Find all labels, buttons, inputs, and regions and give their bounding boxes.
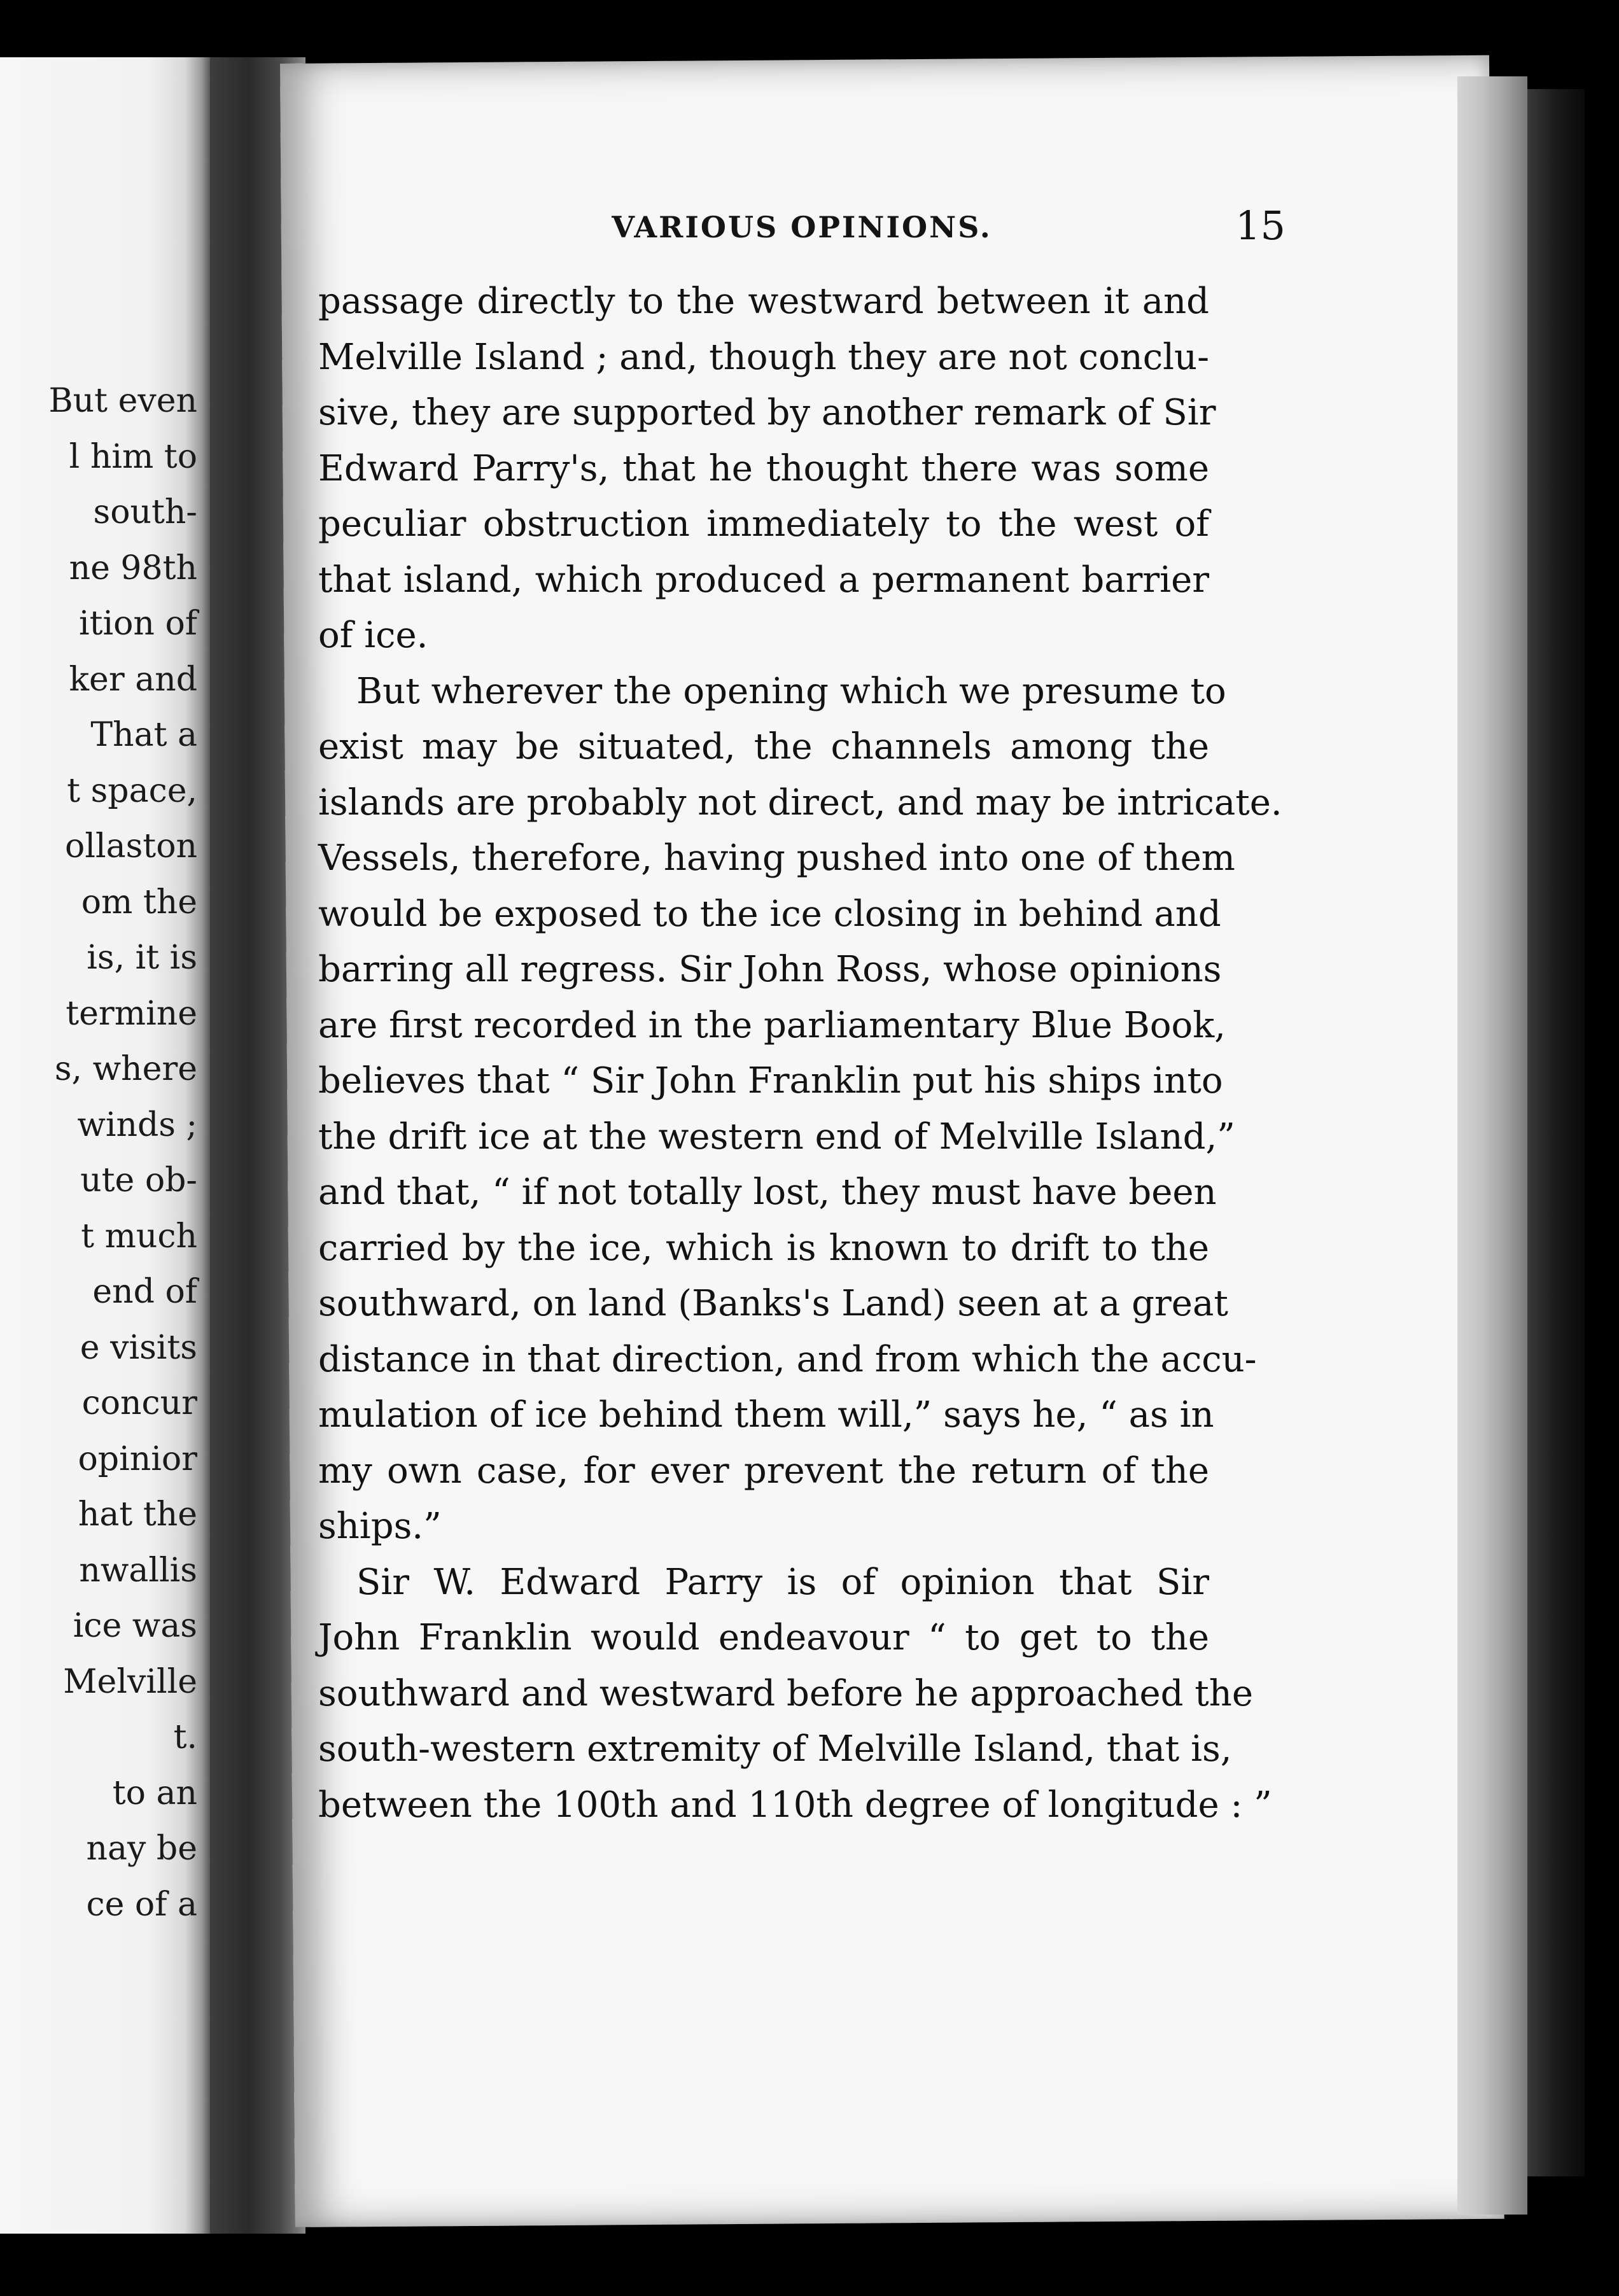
text-line: believes that “ Sir John Franklin put his ships into: [318, 1060, 1223, 1102]
text-line: between the 100th and 110th degree of longitude : ”: [318, 1784, 1272, 1826]
left-page-line: But even: [48, 382, 197, 420]
left-page-line: ollaston: [65, 827, 197, 865]
page-number: 15: [1235, 202, 1286, 249]
left-page-line: opinior: [78, 1439, 197, 1478]
left-page-line: nay be: [86, 1830, 197, 1868]
left-page-line: ute ob-: [80, 1161, 197, 1200]
text-line: of ice.: [318, 615, 428, 656]
left-page: [0, 57, 210, 2234]
left-page-line: nwallis: [79, 1551, 197, 1590]
left-page-line: e visits: [80, 1328, 197, 1367]
left-page-line: t.: [173, 1718, 197, 1756]
left-page-line: ce of a: [86, 1885, 197, 1924]
left-page-line: ne 98th: [69, 549, 197, 587]
left-page-line: concur: [81, 1384, 197, 1422]
left-page-line: om the: [81, 883, 197, 921]
left-page-line: t space,: [67, 771, 197, 810]
text-line: islands are probably not direct, and may be intricate.: [318, 781, 1282, 823]
paragraph: [318, 274, 1216, 664]
left-page-line: ition of: [78, 605, 197, 643]
text-line: passage directly to the westward between it and: [318, 281, 1209, 322]
left-page-line: south-: [93, 493, 197, 531]
paragraph: [318, 664, 1282, 1555]
left-page-line: is, it is: [87, 939, 197, 977]
text-line: my own case, for ever prevent the return of the: [318, 1450, 1209, 1492]
text-line: ships.”: [318, 1506, 442, 1547]
text-line: But wherever the opening which we presume to: [356, 670, 1226, 712]
left-page-line: ker and: [69, 660, 197, 699]
running-head: VARIOUS OPINIONS.: [612, 210, 992, 244]
page-edges: [1457, 76, 1527, 2215]
text-line: Melville Island ; and, though they are not conclu-: [318, 336, 1209, 378]
text-line: would be exposed to the ice closing in behind and: [318, 893, 1221, 935]
left-page-line: winds ;: [77, 1105, 197, 1144]
text-line: the drift ice at the western end of Melville Island,”: [318, 1116, 1235, 1158]
left-page-line: l him to: [69, 437, 197, 476]
text-line: distance in that direction, and from which the accu-: [318, 1338, 1257, 1380]
text-line: John Franklin would endeavour “ to get to the: [318, 1617, 1209, 1658]
text-line: south-western extremity of Melville Island, that is,: [318, 1728, 1232, 1770]
text-line: Vessels, therefore, having pushed into one of them: [318, 837, 1235, 879]
left-page-line: hat the: [78, 1495, 197, 1534]
body-text: [318, 274, 1282, 1833]
text-line: southward, on land (Banks's Land) seen at a great: [318, 1283, 1228, 1324]
text-line: are first recorded in the parliamentary Blue Book,: [318, 1004, 1226, 1046]
left-page-line: to an: [112, 1774, 197, 1812]
left-page-line: That a: [90, 716, 197, 754]
text-line: Sir W. Edward Parry is of opinion that Sir: [356, 1561, 1209, 1603]
text-line: mulation of ice behind them will,” says he, “ as in: [318, 1394, 1214, 1436]
text-line: carried by the ice, which is known to drift to the: [318, 1227, 1209, 1269]
text-line: that island, which produced a permanent barrier: [318, 559, 1209, 601]
left-page-line: termine: [66, 994, 197, 1033]
text-line: barring all regress. Sir John Ross, whose opinions: [318, 949, 1222, 990]
text-line: peculiar obstruction immediately to the west of: [318, 503, 1209, 545]
left-page-line: ice was: [73, 1607, 197, 1645]
left-page-line: end of: [92, 1273, 197, 1311]
text-line: Edward Parry's, that he thought there was some: [318, 447, 1209, 489]
text-line: and that, “ if not totally lost, they must have been: [318, 1172, 1217, 1213]
left-page-text: [0, 57, 197, 2234]
left-page-line: s, where: [54, 1050, 197, 1088]
paragraph: [318, 1555, 1272, 1833]
text-line: southward and westward before he approached the: [318, 1672, 1254, 1714]
text-line: exist may be situated, the channels among the: [318, 726, 1209, 767]
book-cover-edge: [1527, 89, 1585, 2176]
left-page-line: t much: [81, 1217, 197, 1256]
text-line: sive, they are supported by another remark of Sir: [318, 392, 1216, 433]
left-page-line: Melville: [63, 1662, 197, 1701]
